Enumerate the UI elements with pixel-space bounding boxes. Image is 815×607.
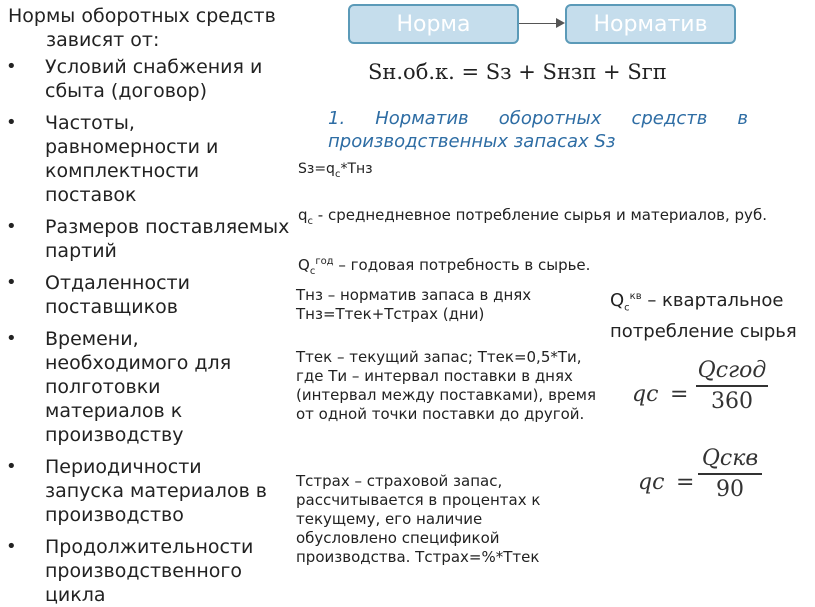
- fraction-lhs: qc: [638, 470, 665, 495]
- list-item: [0, 111, 245, 207]
- bullet-icon: •: [6, 456, 17, 477]
- bullet-icon: •: [6, 56, 17, 77]
- ttek-block: Ттек – текущий запас; Ттек=0,5*Ти, где Ти – интервал поставки в днях (интервал между поставками), время от одной точки поставки до другой.: [296, 348, 596, 423]
- tstrah-block: Тстрах – страховой запас, рассчитывается в процентах к текущему, его наличие обусловлено спецификой производства. Тстрах=%*Ттек: [296, 472, 541, 566]
- Qc-sup: год: [315, 256, 334, 267]
- qkv-symbol: Q: [610, 290, 625, 311]
- Qc-desc: – годовая потребность в сырье.: [333, 256, 591, 274]
- Qc-sub: c: [309, 266, 316, 277]
- list-item: [0, 327, 255, 447]
- Qc-symbol: Q: [298, 256, 310, 274]
- fraction: [696, 358, 768, 414]
- list-item: [0, 535, 275, 607]
- list-item-text: Размеров поставляемых партий: [45, 216, 290, 262]
- sz-formula-b: *Тнз: [340, 161, 373, 177]
- left-title-line2: зависят от:: [46, 29, 160, 51]
- arrow-right-icon: [556, 18, 565, 28]
- left-title: [8, 4, 276, 52]
- section-heading-line1: 1. Норматив оборотных средств в: [328, 108, 748, 129]
- qkv-desc-line2: потребление сырья: [610, 320, 797, 342]
- list-item: [0, 271, 235, 319]
- qkv-sup: кв: [629, 291, 642, 302]
- list-item-text: Периодичности запуска материалов в производство: [45, 456, 268, 526]
- bullet-icon: •: [6, 112, 17, 133]
- section-heading: [328, 107, 748, 153]
- list-item-text: Отдаленности поставщиков: [45, 272, 190, 318]
- main-formula: Sн.об.к. = Sз + Sнзп + Sгп: [368, 60, 667, 84]
- tnz-line1: Тнз – норматив запаса в днях: [296, 286, 532, 304]
- tnz-block: [296, 286, 596, 324]
- norma-box: Норма: [348, 4, 519, 44]
- list-item-text: Времени, необходимого для полготовки материалов к производству: [45, 328, 232, 446]
- sz-formula: [298, 160, 373, 184]
- qkv-sub: c: [624, 302, 630, 314]
- sz-formula-sub: c: [334, 168, 341, 180]
- fraction-numerator: Qскв: [701, 446, 759, 471]
- factors-list: [0, 55, 290, 607]
- list-item: [0, 55, 285, 103]
- bullet-icon: •: [6, 272, 17, 293]
- bullet-icon: •: [6, 536, 17, 557]
- qc-year-fraction: [632, 358, 772, 428]
- list-item: [0, 215, 295, 263]
- qc-symbol: q: [298, 206, 308, 224]
- qc-quarter-fraction: [638, 446, 778, 516]
- fraction-bar: [696, 385, 768, 387]
- list-item-text: Частоты, равномерности и комплектности поставок: [45, 112, 219, 206]
- tnz-line2: Тнз=Ттек+Тстрах (дни): [296, 305, 485, 323]
- bullet-icon: •: [6, 328, 17, 349]
- list-item: [0, 455, 285, 527]
- left-title-line1: Нормы оборотных средств: [8, 5, 276, 27]
- section-heading-line2: производственных запасах Sз: [328, 131, 616, 152]
- fraction-lhs: qc: [632, 382, 659, 407]
- fraction-numerator: Qсгод: [697, 358, 767, 383]
- qc-desc: - среднедневное потребление сырья и материалов, руб.: [313, 206, 767, 224]
- fraction-equals: =: [676, 470, 695, 495]
- sz-formula-a: Sз=q: [298, 161, 335, 177]
- bullet-icon: •: [6, 216, 17, 237]
- qc-sub: c: [307, 216, 314, 227]
- list-item-text: Условий снабжения и сбыта (договор): [45, 56, 263, 102]
- fraction-equals: =: [670, 382, 689, 407]
- arrow-line: [519, 23, 559, 24]
- fraction-denominator: 360: [711, 388, 753, 414]
- fraction-bar: [698, 473, 762, 475]
- qkv-definition: [610, 285, 815, 343]
- normativ-box: Норматив: [565, 4, 736, 44]
- qkv-desc-line1: – квартальное: [641, 290, 784, 311]
- fraction: [698, 446, 762, 502]
- fraction-denominator: 90: [716, 476, 744, 502]
- list-item-text: Продолжительности производственного цикла: [45, 536, 254, 606]
- Qc-year-definition: [298, 252, 590, 281]
- qc-definition: [298, 206, 767, 231]
